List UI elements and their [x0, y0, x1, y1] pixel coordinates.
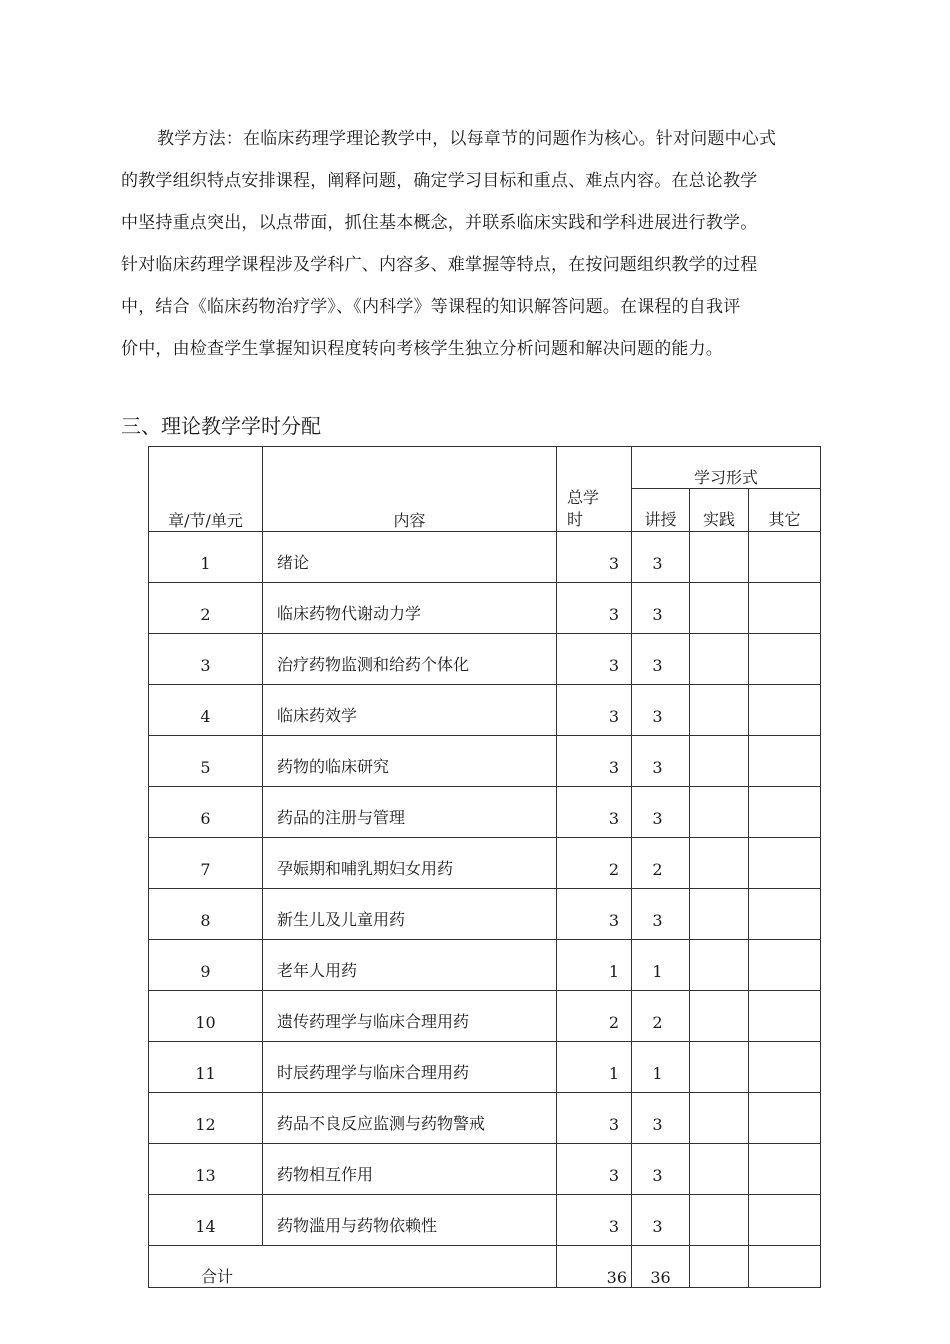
- table-summary-row: [149, 1246, 821, 1288]
- other-hours-cell: [749, 1144, 821, 1195]
- practice-hours-cell: [690, 838, 749, 889]
- practice-hours-cell: [690, 889, 749, 940]
- paragraph-line: 价中，由检查学生掌握知识程度转向考核学生独立分析问题和解决问题的能力。: [121, 339, 723, 359]
- chapter-cell: 12: [149, 1093, 263, 1144]
- table-row: [149, 787, 821, 838]
- practice-hours-cell: [690, 685, 749, 736]
- other-hours-cell: [749, 532, 821, 583]
- chapter-cell: 10: [149, 991, 263, 1042]
- lecture-hours-cell: 3: [632, 889, 690, 940]
- practice-hours-cell: [690, 736, 749, 787]
- total-hours-cell: 2: [557, 838, 632, 889]
- lecture-hours-cell: 1: [632, 940, 690, 991]
- header-practice: 实践: [690, 489, 749, 532]
- table-row: [149, 736, 821, 787]
- content-cell: 孕娠期和哺乳期妇女用药: [263, 838, 557, 889]
- chapter-cell: 3: [149, 634, 263, 685]
- paragraph-line: 的教学组织特点安排课程，阐释问题，确定学习目标和重点、难点内容。在总论教学: [121, 171, 758, 191]
- section-heading: 三、理论教学学时分配: [121, 414, 321, 438]
- total-hours-cell: 1: [557, 1042, 632, 1093]
- content-cell: 新生儿及儿童用药: [263, 889, 557, 940]
- practice-hours-cell: [690, 532, 749, 583]
- table-row: [149, 583, 821, 634]
- table-row: [149, 991, 821, 1042]
- content-cell: 药物的临床研究: [263, 736, 557, 787]
- total-hours-cell: 2: [557, 991, 632, 1042]
- table-row: [149, 889, 821, 940]
- chapter-cell: 1: [149, 532, 263, 583]
- total-hours-cell: 3: [557, 1144, 632, 1195]
- lecture-hours-cell: 3: [632, 1144, 690, 1195]
- content-cell: 治疗药物监测和给药个体化: [263, 634, 557, 685]
- paragraph-line: 中，结合《临床药物治疗学》、《内科学》等课程的知识解答问题。在课程的自我评: [121, 297, 741, 317]
- total-hours-cell: 3: [557, 736, 632, 787]
- header-chapter: 章/节/单元: [149, 447, 263, 532]
- total-hours-cell: 3: [557, 889, 632, 940]
- chapter-cell: 14: [149, 1195, 263, 1246]
- content-cell: 药品的注册与管理: [263, 787, 557, 838]
- lecture-hours-cell: 1: [632, 1042, 690, 1093]
- total-hours-cell: 3: [557, 685, 632, 736]
- content-cell: 药品不良反应监测与药物警戒: [263, 1093, 557, 1144]
- content-cell: 药物相互作用: [263, 1144, 557, 1195]
- total-hours-cell: 3: [557, 634, 632, 685]
- other-hours-cell: [749, 634, 821, 685]
- summary-label: 合计: [149, 1246, 557, 1288]
- content-cell: 遗传药理学与临床合理用药: [263, 991, 557, 1042]
- other-hours-cell: [749, 583, 821, 634]
- content-cell: 老年人用药: [263, 940, 557, 991]
- other-hours-cell: [749, 1195, 821, 1246]
- lecture-hours-cell: 2: [632, 991, 690, 1042]
- practice-hours-cell: [690, 583, 749, 634]
- paragraph-line: 针对临床药理学课程涉及学科广、内容多、难掌握等特点，在按问题组织教学的过程: [121, 255, 758, 275]
- header-learning-form: 学习形式: [632, 447, 821, 489]
- practice-hours-cell: [690, 787, 749, 838]
- content-cell: 药物滥用与药物依赖性: [263, 1195, 557, 1246]
- header-lecture: 讲授: [632, 489, 690, 532]
- total-hours-cell: 3: [557, 532, 632, 583]
- lecture-hours-cell: 3: [632, 1195, 690, 1246]
- total-hours-cell: 3: [557, 1093, 632, 1144]
- lecture-hours-cell: 3: [632, 736, 690, 787]
- other-hours-cell: [749, 1042, 821, 1093]
- other-hours-cell: [749, 940, 821, 991]
- table-row: [149, 838, 821, 889]
- table-row: [149, 1144, 821, 1195]
- practice-hours-cell: [690, 1042, 749, 1093]
- hours-allocation-table: [148, 446, 821, 1288]
- practice-hours-cell: [690, 1195, 749, 1246]
- chapter-cell: 8: [149, 889, 263, 940]
- summary-other-hours: [749, 1246, 821, 1288]
- header-content: 内容: [263, 447, 557, 532]
- lecture-hours-cell: 3: [632, 1093, 690, 1144]
- other-hours-cell: [749, 889, 821, 940]
- chapter-cell: 11: [149, 1042, 263, 1093]
- table-row: [149, 1042, 821, 1093]
- practice-hours-cell: [690, 1093, 749, 1144]
- content-cell: 临床药效学: [263, 685, 557, 736]
- table-row: [149, 1195, 821, 1246]
- summary-practice-hours: [690, 1246, 749, 1288]
- summary-total-hours: 36: [557, 1246, 632, 1288]
- lecture-hours-cell: 3: [632, 583, 690, 634]
- content-cell: 绪论: [263, 532, 557, 583]
- lecture-hours-cell: 2: [632, 838, 690, 889]
- chapter-cell: 13: [149, 1144, 263, 1195]
- content-cell: 时辰药理学与临床合理用药: [263, 1042, 557, 1093]
- chapter-cell: 4: [149, 685, 263, 736]
- table-row: [149, 940, 821, 991]
- chapter-cell: 7: [149, 838, 263, 889]
- other-hours-cell: [749, 685, 821, 736]
- chapter-cell: 5: [149, 736, 263, 787]
- lecture-hours-cell: 3: [632, 634, 690, 685]
- header-other: 其它: [749, 489, 821, 532]
- table-row: [149, 1093, 821, 1144]
- total-hours-cell: 3: [557, 583, 632, 634]
- paragraph-line: 中坚持重点突出，以点带面，抓住基本概念，并联系临床实践和学科进展进行教学。: [121, 213, 758, 233]
- table-row: [149, 634, 821, 685]
- total-hours-cell: 3: [557, 787, 632, 838]
- table-header-row: [149, 447, 821, 489]
- lecture-hours-cell: 3: [632, 532, 690, 583]
- chapter-cell: 2: [149, 583, 263, 634]
- total-hours-cell: 3: [557, 1195, 632, 1246]
- content-cell: 临床药物代谢动力学: [263, 583, 557, 634]
- practice-hours-cell: [690, 940, 749, 991]
- other-hours-cell: [749, 838, 821, 889]
- chapter-cell: 9: [149, 940, 263, 991]
- other-hours-cell: [749, 736, 821, 787]
- lecture-hours-cell: 3: [632, 787, 690, 838]
- other-hours-cell: [749, 1093, 821, 1144]
- teaching-method-paragraph: [121, 118, 841, 370]
- header-total-hours: 总学时: [557, 447, 632, 532]
- summary-lecture-hours: 36: [632, 1246, 690, 1288]
- chapter-cell: 6: [149, 787, 263, 838]
- other-hours-cell: [749, 991, 821, 1042]
- table-row: [149, 685, 821, 736]
- other-hours-cell: [749, 787, 821, 838]
- practice-hours-cell: [690, 634, 749, 685]
- table-row: [149, 532, 821, 583]
- lecture-hours-cell: 3: [632, 685, 690, 736]
- paragraph-line: 教学方法：在临床药理学理论教学中，以每章节的问题作为核心。针对问题中心式: [157, 129, 777, 149]
- total-hours-cell: 1: [557, 940, 632, 991]
- practice-hours-cell: [690, 991, 749, 1042]
- practice-hours-cell: [690, 1144, 749, 1195]
